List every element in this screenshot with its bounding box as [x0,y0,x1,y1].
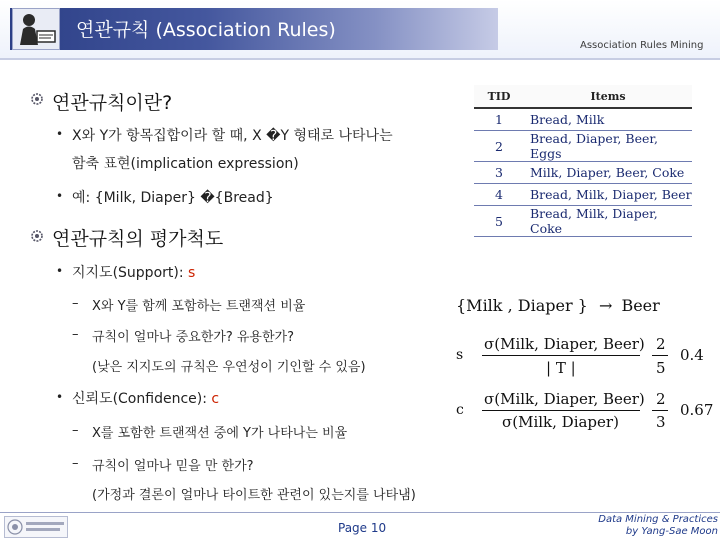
support-numerator: σ(Milk, Diaper, Beer) [484,335,645,353]
table-cell-items: Bread, Milk [524,108,692,131]
table-cell-tid: 2 [474,131,524,162]
dash-marker: – [72,296,79,311]
table-cell-items: Bread, Milk, Diaper, Beer [524,184,692,206]
bullet-gear-icon [30,229,44,243]
table-header-tid: TID [474,85,524,108]
support-desc-1: X와 Y를 함께 포함하는 트랜잭션 비율 [92,299,306,314]
support-fraction-bar [482,355,640,356]
support-formula-label: s [456,347,464,363]
bullet-dot-icon: • [56,390,64,404]
support-value: 0.4 [680,346,704,364]
example-rule [456,296,660,315]
support-count-bar [652,355,668,356]
table-cell-tid: 3 [474,162,524,184]
support-label: 지지도(Support): s [72,265,196,281]
definition-line-2: 함축 표현(implication expression) [72,156,299,172]
dash-marker: – [72,456,79,471]
confidence-value: 0.67 [680,401,714,419]
confidence-count-denominator: 3 [656,413,666,431]
table-cell-tid: 1 [474,108,524,131]
example-text: 예: {Milk, Diaper} �{Bread} [72,190,274,206]
table-row [474,108,692,131]
bullet-dot-icon: • [56,264,64,278]
confidence-numerator: σ(Milk, Diaper, Beer) [484,390,645,408]
university-emblem-icon [5,517,67,537]
table-row [474,162,692,184]
confidence-desc-1: X를 포함한 트랜잭션 중에 Y가 나타나는 비율 [92,426,348,441]
support-count-denominator: 5 [656,359,666,377]
bullet-dot-icon: • [56,189,64,203]
table-row [474,131,692,162]
table-cell-items: Bread, Milk, Diaper, Coke [524,206,692,237]
table-cell-items: Bread, Diaper, Beer, Eggs [524,131,692,162]
header-divider [0,58,720,60]
rule-arrow-icon: → [598,296,613,315]
page-number: Page 10 [338,521,387,535]
university-logo [4,516,68,538]
bullet-dot-icon: • [56,127,64,141]
confidence-symbol: c [211,391,220,407]
confidence-denominator: σ(Milk, Diaper) [502,413,619,431]
confidence-desc-3: (가정과 결론이 얼마나 타이트한 관련이 있는지를 나타냄) [92,488,416,503]
support-desc-3: (낮은 지지도의 규칙은 우연성이 기인할 수 있음) [92,360,366,375]
support-denominator: | T | [546,359,576,377]
transaction-table [474,85,692,237]
table-row [474,184,692,206]
page-title: 연관규칙 (Association Rules) [76,19,336,41]
support-count-numerator: 2 [656,335,666,353]
header-subtitle: Association Rules Mining [580,40,704,51]
support-desc-2: 규칙이 얼마나 중요한가? 유용한가? [92,330,295,345]
presenter-icon [13,9,59,49]
rule-consequent: Beer [621,296,660,315]
table-cell-items: Milk, Diaper, Beer, Coke [524,162,692,184]
dash-marker: – [72,327,79,342]
confidence-count-numerator: 2 [656,390,666,408]
table-cell-tid: 4 [474,184,524,206]
table-row [474,206,692,237]
bullet-gear-icon [30,92,44,106]
section-heading-definition: 연관규칙이란? [52,92,173,114]
rule-antecedent: {Milk , Diaper } [456,296,588,315]
credit-line-2: by Yang-Sae Moon [625,526,718,537]
confidence-desc-2: 규칙이 얼마나 믿을 만 한가? [92,459,254,474]
confidence-formula-label: c [456,402,464,418]
confidence-count-bar [652,410,668,411]
table-header-items: Items [524,85,692,108]
credit-line-1: Data Mining & Practices [598,514,718,525]
table-cell-tid: 5 [474,206,524,237]
support-symbol: s [188,265,196,281]
dash-marker: – [72,423,79,438]
confidence-label: 신뢰도(Confidence): c [72,391,220,407]
confidence-fraction-bar [482,410,640,411]
section-heading-measures: 연관규칙의 평가척도 [52,228,224,250]
table-header-row [474,85,692,108]
definition-line-1: X와 Y가 항목집합이라 할 때, X �Y 형태로 나타나는 [72,128,393,144]
footer-divider [0,512,720,513]
presenter-logo [12,8,60,50]
footer-credit [590,514,718,538]
